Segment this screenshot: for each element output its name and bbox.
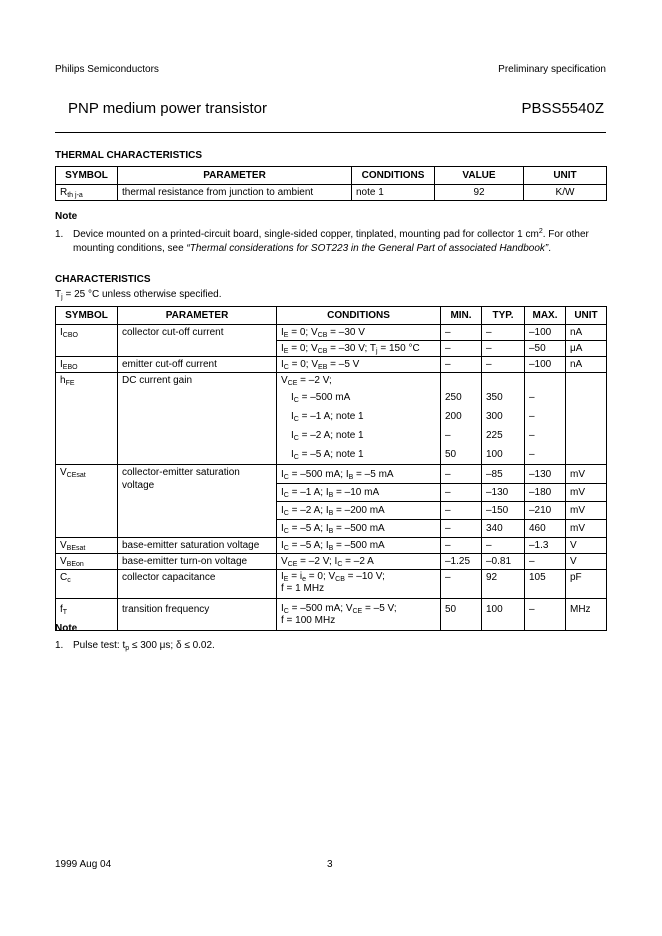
hfe-typ-4: 100 <box>482 445 525 465</box>
table-row <box>56 570 607 599</box>
hfe-parameter: DC current gain <box>118 373 277 465</box>
hfe-max-4: – <box>525 445 566 465</box>
vcesat-min-3: – <box>441 502 482 520</box>
iebo-condition: $I_C = 0$; $V_{EB} = -5$ V <box>277 357 441 373</box>
ft-symbol: $f_T$ <box>56 599 118 631</box>
vcesat-condition-2: $I_C = -1$ A; $I_B = -10$ mA <box>277 484 441 502</box>
icbo-condition-1: $I_E = 0$; $V_{CB} = -30$ V <box>277 325 441 341</box>
hfe-min-4: 50 <box>441 445 482 465</box>
hfe-condition-2: $I_C = -1$ A; note 1 <box>277 407 441 426</box>
vcesat-typ-2: –130 <box>482 484 525 502</box>
vbesat-symbol: $V_{BEsat}$ <box>56 538 118 554</box>
thermal-col-parameter: PARAMETER <box>118 167 352 185</box>
thermal-conditions: note 1 <box>352 185 435 201</box>
cc-min: – <box>441 570 482 599</box>
vcesat-unit-4: mV <box>566 520 607 538</box>
product-title: PNP medium power transistor <box>68 100 267 117</box>
thermal-unit: K/W <box>524 185 607 201</box>
vbesat-unit: V <box>566 538 607 554</box>
thermal-col-unit: UNIT <box>524 167 607 185</box>
vcesat-min-1: – <box>441 465 482 484</box>
vbeon-typ: –0.81 <box>482 554 525 570</box>
icbo-condition-2: $I_E = 0$; $V_{CB} = -30$ V; $T_j = 150$ °C <box>277 341 441 357</box>
ft-typ: 100 <box>482 599 525 631</box>
cc-parameter: collector capacitance <box>118 570 277 599</box>
iebo-parameter: emitter cut-off current <box>118 357 277 373</box>
vcesat-min-4: – <box>441 520 482 538</box>
hfe-max-3: – <box>525 426 566 445</box>
iebo-symbol: $I_{EBO}$ <box>56 357 118 373</box>
ft-condition: $I_C = -500$ mA; $V_{CE} = -5$ V; f = 100 MHz <box>277 599 441 631</box>
spec-status: Preliminary specification <box>498 64 606 75</box>
thermal-symbol: $R_{th j-a}$ <box>56 185 118 201</box>
table-row <box>56 325 607 341</box>
vbeon-max: – <box>525 554 566 570</box>
page-number: 3 <box>327 859 333 870</box>
icbo-symbol: $I_{CBO}$ <box>56 325 118 357</box>
vcesat-condition-1: $I_C = -500$ mA; $I_B = -5$ mA <box>277 465 441 484</box>
icbo-unit-1: nA <box>566 325 607 341</box>
thermal-value: 92 <box>435 185 524 201</box>
char-col-parameter: PARAMETER <box>118 307 277 325</box>
char-col-unit: UNIT <box>566 307 607 325</box>
vcesat-max-1: –130 <box>525 465 566 484</box>
characteristics-note: 1. Pulse test: $t_p \le 300$ μs; δ ≤ 0.02. <box>55 640 215 652</box>
vbesat-max: –1.3 <box>525 538 566 554</box>
icbo-max-1: –100 <box>525 325 566 341</box>
table-row <box>56 465 607 484</box>
hfe-unit <box>566 373 607 465</box>
hfe-condition-vce: $V_{CE} = -2$ V; <box>277 373 441 389</box>
cc-unit: pF <box>566 570 607 599</box>
thermal-col-symbol: SYMBOL <box>56 167 118 185</box>
vcesat-unit-3: mV <box>566 502 607 520</box>
table-row <box>56 538 607 554</box>
iebo-typ: – <box>482 357 525 373</box>
vcesat-max-2: –180 <box>525 484 566 502</box>
vbeon-unit: V <box>566 554 607 570</box>
hfe-max-1: – <box>525 388 566 407</box>
vbesat-condition: $I_C = -5$ A; $I_B = -500$ mA <box>277 538 441 554</box>
hfe-condition-4: $I_C = -5$ A; note 1 <box>277 445 441 465</box>
header-rule <box>55 132 606 133</box>
vcesat-typ-4: 340 <box>482 520 525 538</box>
vcesat-unit-2: mV <box>566 484 607 502</box>
table-row <box>56 357 607 373</box>
hfe-max-2: – <box>525 407 566 426</box>
vcesat-typ-3: –150 <box>482 502 525 520</box>
characteristics-header-row <box>56 307 607 325</box>
vcesat-min-2: – <box>441 484 482 502</box>
vcesat-max-3: –210 <box>525 502 566 520</box>
hfe-empty <box>441 373 482 389</box>
hfe-typ-2: 300 <box>482 407 525 426</box>
char-col-conditions: CONDITIONS <box>277 307 441 325</box>
thermal-parameter: thermal resistance from junction to ambient <box>118 185 352 201</box>
icbo-min-1: – <box>441 325 482 341</box>
hfe-min-2: 200 <box>441 407 482 426</box>
char-col-typ: TYP. <box>482 307 525 325</box>
characteristics-table <box>55 306 607 631</box>
hfe-empty <box>525 373 566 389</box>
table-row <box>56 373 607 389</box>
vbeon-symbol: $V_{BEon}$ <box>56 554 118 570</box>
thermal-note-heading: Note <box>55 211 78 222</box>
characteristics-heading: CHARACTERISTICS <box>55 274 151 285</box>
hfe-condition-1: $I_C = -500$ mA <box>277 388 441 407</box>
vbeon-parameter: base-emitter turn-on voltage <box>118 554 277 570</box>
cc-typ: 92 <box>482 570 525 599</box>
footer-date: 1999 Aug 04 <box>55 859 112 870</box>
ft-parameter: transition frequency <box>118 599 277 631</box>
cc-max: 105 <box>525 570 566 599</box>
iebo-max: –100 <box>525 357 566 373</box>
vcesat-max-4: 460 <box>525 520 566 538</box>
hfe-min-1: 250 <box>441 388 482 407</box>
thermal-header-row <box>56 167 607 185</box>
icbo-max-2: –50 <box>525 341 566 357</box>
iebo-unit: nA <box>566 357 607 373</box>
thermal-heading: THERMAL CHARACTERISTICS <box>55 150 203 161</box>
vcesat-typ-1: –85 <box>482 465 525 484</box>
cc-symbol: $C_c$ <box>56 570 118 599</box>
ft-min: 50 <box>441 599 482 631</box>
table-row <box>56 185 607 201</box>
hfe-condition-3: $I_C = -2$ A; note 1 <box>277 426 441 445</box>
vbesat-min: – <box>441 538 482 554</box>
icbo-min-2: – <box>441 341 482 357</box>
characteristics-note-heading: Note <box>55 623 78 634</box>
hfe-symbol: $h_{FE}$ <box>56 373 118 465</box>
hfe-empty <box>482 373 525 389</box>
thermal-col-conditions: CONDITIONS <box>352 167 435 185</box>
hfe-min-3: – <box>441 426 482 445</box>
vcesat-condition-3: $I_C = -2$ A; $I_B = -200$ mA <box>277 502 441 520</box>
ft-max: – <box>525 599 566 631</box>
icbo-typ-1: – <box>482 325 525 341</box>
vcesat-unit-1: mV <box>566 465 607 484</box>
char-col-max: MAX. <box>525 307 566 325</box>
hfe-typ-3: 225 <box>482 426 525 445</box>
vbesat-typ: – <box>482 538 525 554</box>
char-col-min: MIN. <box>441 307 482 325</box>
icbo-typ-2: – <box>482 341 525 357</box>
iebo-min: – <box>441 357 482 373</box>
char-col-symbol: SYMBOL <box>56 307 118 325</box>
vcesat-parameter: collector-emitter saturation voltage <box>118 465 277 538</box>
thermal-table <box>55 166 607 201</box>
company-name: Philips Semiconductors <box>55 64 159 75</box>
temperature-condition: $T_j = 25$ °C unless otherwise specified. <box>55 289 222 301</box>
icbo-parameter: collector cut-off current <box>118 325 277 357</box>
vcesat-condition-4: $I_C = -5$ A; $I_B = -500$ mA <box>277 520 441 538</box>
vcesat-symbol: $V_{CEsat}$ <box>56 465 118 538</box>
thermal-col-value: VALUE <box>435 167 524 185</box>
table-row <box>56 554 607 570</box>
vbeon-min: –1.25 <box>441 554 482 570</box>
thermal-note: 1. Device mounted on a printed-circuit board, single-sided copper, tinplated, mounting pad for collector 1 $cm^2$. For other mounting conditions, see “Thermal considerations for SOT223 in the General Part of associated Handbook”. <box>55 228 589 254</box>
cc-condition: $I_E = i_e = 0$; $V_{CB} = -10$ V; f = 1 MHz <box>277 570 441 599</box>
vbesat-parameter: base-emitter saturation voltage <box>118 538 277 554</box>
part-number: PBSS5540Z <box>521 100 604 117</box>
icbo-unit-2: μA <box>566 341 607 357</box>
ft-unit: MHz <box>566 599 607 631</box>
hfe-typ-1: 350 <box>482 388 525 407</box>
vbeon-condition: $V_{CE} = -2$ V; $I_C = -2$ A <box>277 554 441 570</box>
table-row <box>56 599 607 631</box>
